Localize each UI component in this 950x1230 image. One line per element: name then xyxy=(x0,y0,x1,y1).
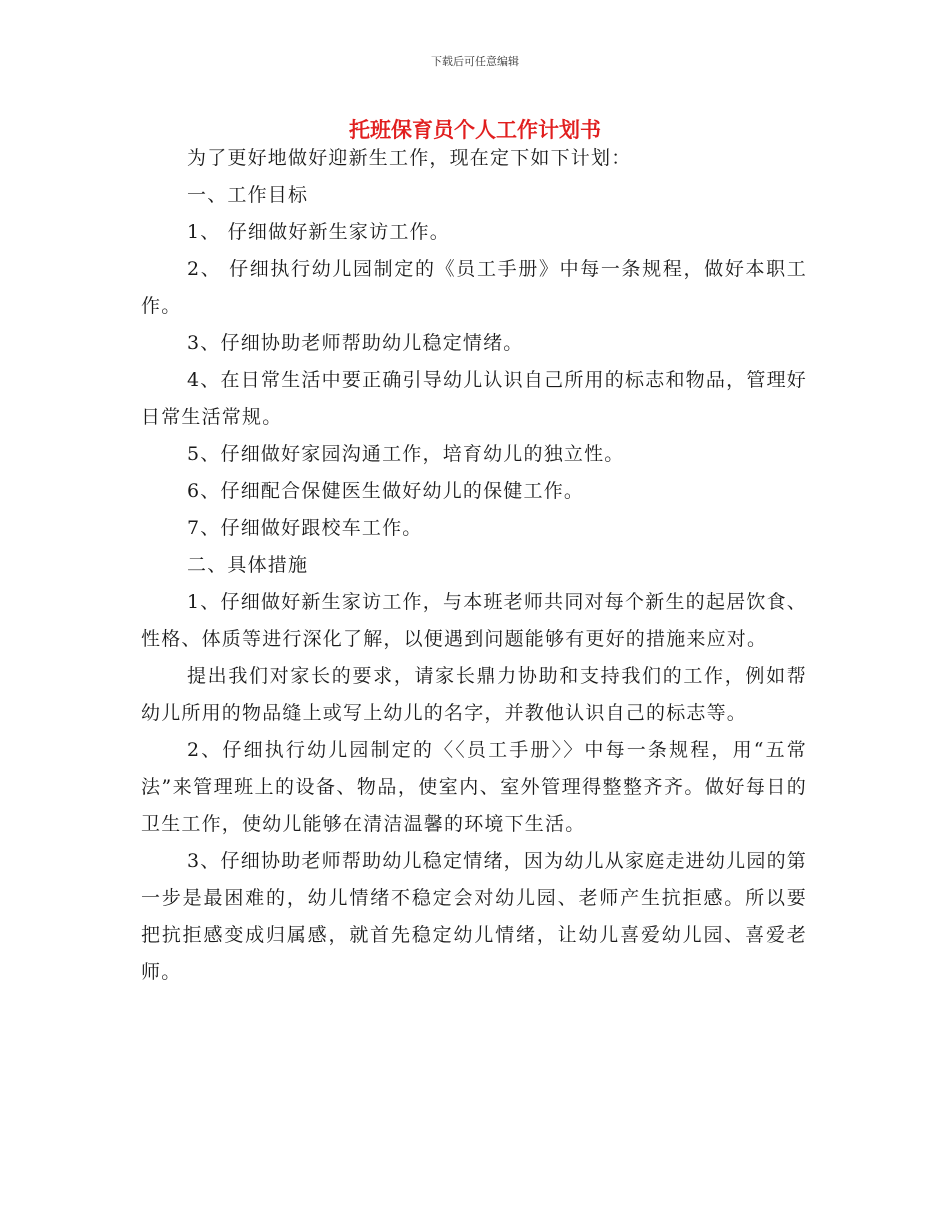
document-title: 托班保育员个人工作计划书 xyxy=(349,118,601,142)
goal-item-6: 6、仔细配合保健医生做好幼儿的保健工作。 xyxy=(187,480,585,502)
measure-item-1: 1、仔细做好新生家访工作，与本班老师共同对每个新生的起居饮食、性格、体质等进行深化了解，以便遇到问题能够有更好的措施来应对。 xyxy=(141,591,807,650)
section-heading-measures: 二、具体措施 xyxy=(187,554,309,576)
header-note: 下载后可任意编辑 xyxy=(431,55,519,68)
goal-item-7: 7、仔细做好跟校车工作。 xyxy=(187,517,423,539)
goal-item-1: 1、 仔细做好新生家访工作。 xyxy=(187,221,450,243)
measure-item-1-note: 提出我们对家长的要求，请家长鼎力协助和支持我们的工作，例如帮幼儿所用的物品缝上或写上幼儿的名字，并教他认识自己的标志等。 xyxy=(141,665,807,724)
goal-item-4: 4、在日常生活中要正确引导幼儿认识自己所用的标志和物品，管理好日常生活常规。 xyxy=(141,369,807,428)
goal-item-3: 3、仔细协助老师帮助幼儿稳定情绪。 xyxy=(187,332,524,354)
section-heading-goals: 一、工作目标 xyxy=(187,184,309,206)
document-body xyxy=(141,140,807,991)
goal-item-5: 5、仔细做好家园沟通工作，培育幼儿的独立性。 xyxy=(187,443,625,465)
measure-item-2: 2、仔细执行幼儿园制定的〈〈员工手册〉〉中每一条规程，用“五常法”来管理班上的设备、物品，使室内、室外管理得整整齐齐。做好每日的卫生工作，使幼儿能够在清洁温馨的环境下生活。 xyxy=(141,739,807,835)
measure-item-3: 3、仔细协助老师帮助幼儿稳定情绪，因为幼儿从家庭走进幼儿园的第一步是最困难的，幼儿情绪不稳定会对幼儿园、老师产生抗拒感。所以要把抗拒感变成归属感，就首先稳定幼儿情绪，让幼儿喜爱幼儿园、喜爱老师。 xyxy=(141,850,807,983)
goal-item-2: 2、 仔细执行幼儿园制定的《员工手册》中每一条规程，做好本职工作。 xyxy=(141,258,807,317)
paragraph-intro: 为了更好地做好迎新生工作，现在定下如下计划： xyxy=(187,147,632,169)
